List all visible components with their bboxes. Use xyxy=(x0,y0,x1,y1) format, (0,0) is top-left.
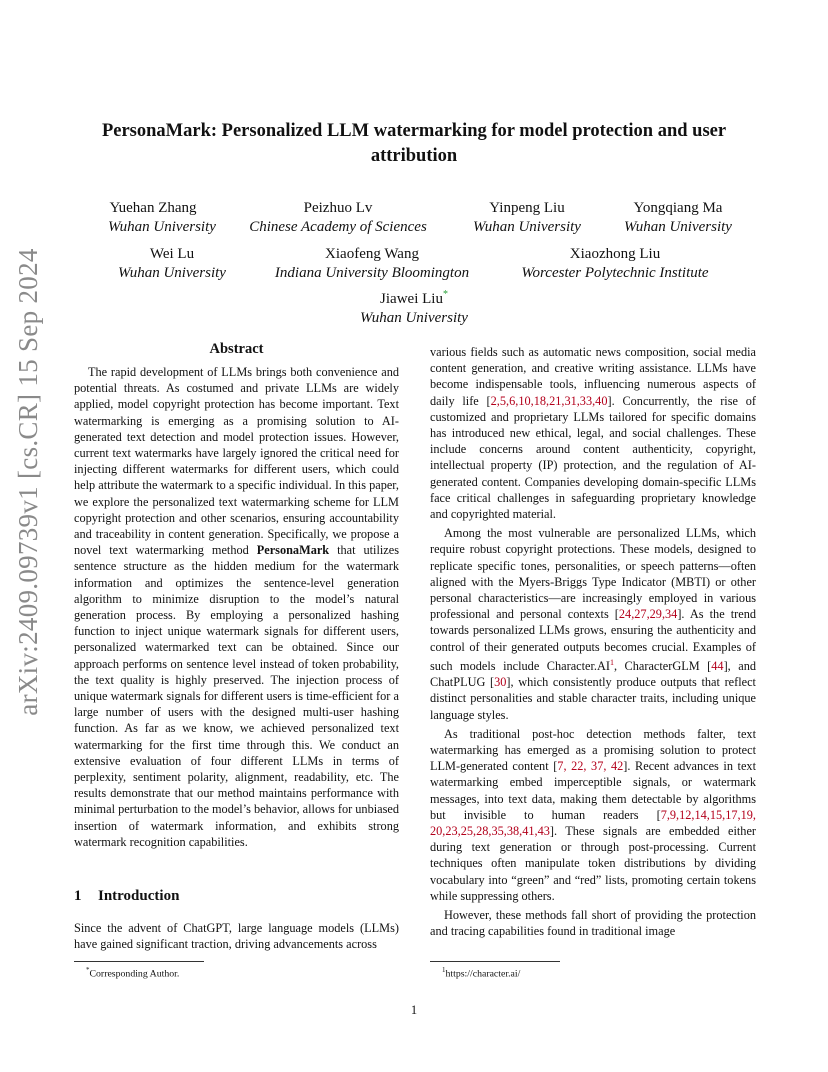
body-text: ]. Concurrently, the rise of customized and proprietary LLMs tailored for specific domains has introduced new ethical, legal, and social challenges. These include concerns around content authenticity, copyright, intellectual property (IP) protection, and the regulation of AI-generated content. Companies developing domain-specific LLMs face critical challenges in safeguarding proprietary knowledge and copyrighted material. xyxy=(430,393,756,522)
citation-link[interactable]: 44 xyxy=(711,658,724,673)
author-affiliation: Chinese Academy of Sciences xyxy=(249,219,427,235)
intro-paragraph xyxy=(430,726,756,904)
citation-link[interactable]: 2,5,6,10,18,21,31,33,40 xyxy=(490,393,608,408)
author-block xyxy=(110,245,234,283)
arxiv-side-label: arXiv:2409.09739v1 [cs.CR] 15 Sep 2024 xyxy=(13,248,43,716)
body-text: , CharacterGLM [ xyxy=(613,658,712,673)
footnote-rule xyxy=(430,961,560,962)
abstract-text: The rapid development of LLMs brings both convenience and potential threats. As costumed and private LLMs are widely applied, model copyright protection has become important. Text watermarking is emerging as a promising solution to AI-generated text detection and model protection issues. However, current text watermarks have largely ignored the critical need for injecting different watermarks for different users, which could help attribute the watermark to a specific individual. In this paper, we explore the personalized text watermarking scheme for LLM copyright protection and other scenarios, ensuring accountability and traceability in content generation. Specifically, we propose a novel text watermarking method xyxy=(74,365,399,558)
author-affiliation: Worcester Polytechnic Institute xyxy=(521,265,709,281)
author-name: Yinpeng Liu xyxy=(489,200,565,216)
footnote-mark: * xyxy=(86,966,90,974)
body-text: As traditional post-hoc detection methods falter, text watermarking has emerged as a promising solution to protect LLM-generated content [ xyxy=(430,726,756,774)
intro-paragraph: Since the advent of ChatGPT, large language models (LLMs) have gained significant traction, driving advancements across xyxy=(74,921,399,952)
footnote-text: Corresponding Author. xyxy=(89,968,180,980)
author-affiliation: Wuhan University xyxy=(360,310,468,326)
section-heading xyxy=(74,888,179,905)
body-text: ], and ChatPLUG [ xyxy=(430,658,756,690)
intro-paragraph: However, these methods fall short of providing the protection and tracing capabilities found in traditional image xyxy=(430,908,756,939)
body-text: ], which consistently produce outputs that reflect distinct personalities and stable character traits, including unique language styles. xyxy=(430,675,756,722)
abstract-paragraph xyxy=(74,364,399,850)
citation-link[interactable]: 24,27,29,34 xyxy=(618,607,678,622)
author-name: Jiawei Liu xyxy=(380,291,443,307)
intro-paragraph xyxy=(430,525,756,723)
footnote-link[interactable]: 1 xyxy=(609,657,614,667)
author-affiliation: Wuhan University xyxy=(118,265,226,281)
author-affiliation: Wuhan University xyxy=(624,219,732,235)
author-block xyxy=(262,245,482,283)
author-name: Xiaofeng Wang xyxy=(325,246,419,262)
section-number: 1 xyxy=(74,888,82,904)
citation-link[interactable]: 30 xyxy=(494,675,507,690)
author-name: Xiaozhong Liu xyxy=(569,246,661,262)
body-text: ]. As the trend towards personalized LLMs grows, ensuring the authenticity and control of their generated outputs becomes crucial. Examples of such models include Character.AI xyxy=(430,607,757,673)
abstract-text: that utilizes sentence structure as the hidden medium for the watermark information and optimizes the sentence-level generation algorithm to minimize disruption to the model’s natural generation process. By employing a personalized hashing function to inject unique watermark signals for different users, personalized watermarked text can be obtained. Since our approach performs on sentence level instead of token probability, the text quality is highly preserved. The injection process of unique watermark signals for different users is time-efficient for a large number of users with the designed multi-user hashing function. As far as we know, we achieved personalized text watermarking for the first time through this. We conduct an extensive evaluation of four different LLMs in terms of perplexity, sentiment polarity, alignment, readability, etc. The results demonstrate that our method maintains performance with minimal perturbation to the model’s behavior, allows for unbiased insertion of watermark information, and exhibits strong watermark recognition capabilities. xyxy=(74,543,399,849)
paper-title: PersonaMark: Personalized LLM watermarking for model protection and user attribution xyxy=(101,121,727,166)
citation-link[interactable]: 7, 22, 37, 42 xyxy=(557,759,624,774)
footnote-left xyxy=(86,964,179,980)
author-block xyxy=(466,199,588,237)
intro-paragraph xyxy=(430,344,756,522)
intro-right-column xyxy=(430,344,756,939)
body-text: various fields such as automatic news composition, social media content generation, and creative writing assistance. LLMs have become indispensable tools, influencing numerous aspects of daily life [ xyxy=(430,345,756,408)
author-block xyxy=(240,199,436,237)
body-text: ]. Recent advances in text watermarking embed imperceptible signals, or watermark messages, into text data, making them detectable by algorithms but invisible to human readers [ xyxy=(430,759,756,822)
abstract-body xyxy=(74,364,399,850)
method-name: PersonaMark xyxy=(256,543,330,558)
author-name: Yuehan Zhang xyxy=(109,200,197,216)
author-affiliation: Wuhan University xyxy=(108,219,216,235)
page-number: 1 xyxy=(410,1003,418,1017)
author-name: Yongqiang Ma xyxy=(633,200,723,216)
author-block xyxy=(344,290,484,328)
abstract-heading: Abstract xyxy=(209,341,264,357)
author-affiliation: Indiana University Bloomington xyxy=(274,265,470,281)
corresponding-author-mark: * xyxy=(442,289,448,300)
author-affiliation: Wuhan University xyxy=(473,219,581,235)
section-title: Introduction xyxy=(98,888,180,904)
footnote-right xyxy=(442,964,520,980)
intro-left-column xyxy=(74,920,399,952)
author-name: Wei Lu xyxy=(149,246,195,262)
footnote-url[interactable]: https://character.ai/ xyxy=(445,968,521,980)
footnote-mark: 1 xyxy=(442,966,446,974)
footnote-rule xyxy=(74,961,204,962)
author-name-line xyxy=(344,290,484,309)
author-block xyxy=(510,245,720,283)
citation-link[interactable]: 7,9,12,14,15,17,19, 20,23,25,28,35,38,41,43 xyxy=(430,807,756,838)
author-name: Peizhuo Lv xyxy=(303,200,373,216)
body-text: Among the most vulnerable are personalized LLMs, which require robust copyright protections. These models, designed to replicate specific tones, personalities, or speech patterns—often aligned with the Myers-Briggs Type Indicator (MBTI) or other personal characteristics—are increasingly employed in various professional and personal contexts [ xyxy=(430,526,756,622)
author-block xyxy=(616,199,740,237)
body-text: ]. These signals are embedded either during text generation or through post-processing. Current techniques often manipulate token distributions by dividing vocabulary into “green” and “red” lists, promoting certain tokens while suppressing others. xyxy=(430,823,756,903)
author-block xyxy=(108,199,216,237)
